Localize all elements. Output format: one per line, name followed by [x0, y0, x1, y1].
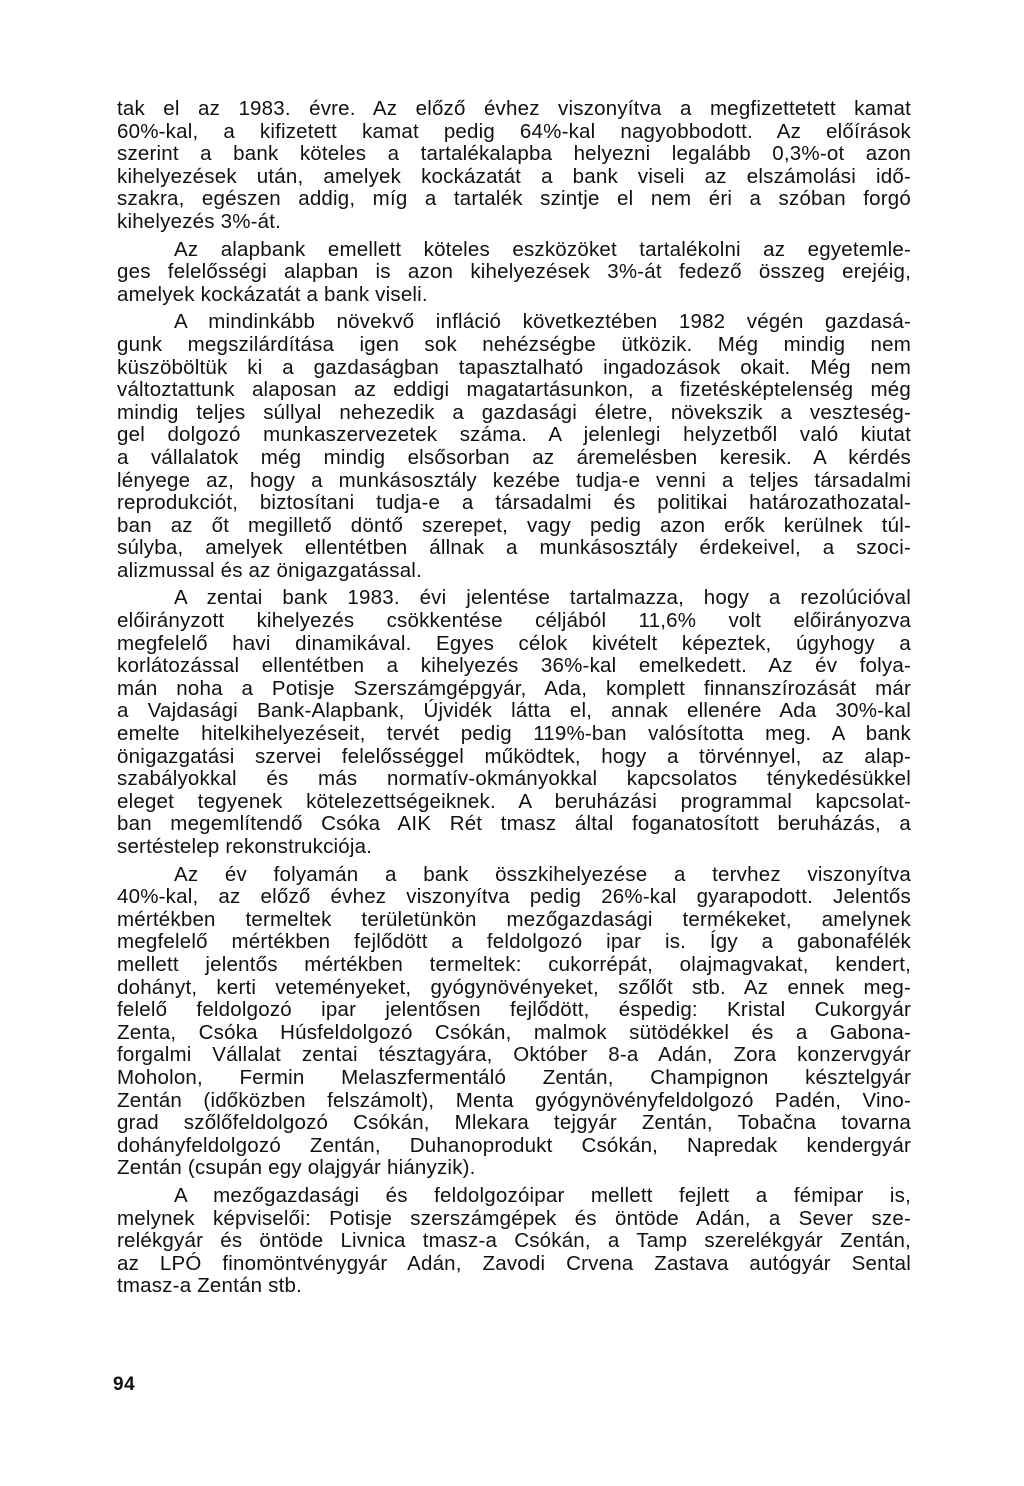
text-line: melynek képviselői: Potisje szerszámgépek és öntöde Adán, a Sever sze-: [117, 1206, 911, 1230]
text-line: ban az őt megillető döntő szerepet, vagy pedig azon erők kerülnek túl-: [117, 513, 911, 537]
paragraph-2: [117, 239, 911, 307]
text-line: A zentai bank 1983. évi jelentése tartalmazza, hogy a rezolúcióval: [174, 586, 911, 610]
text-line: változtattunk alaposan az eddigi magatartásunkon, a fizetésképtelenség még: [117, 378, 911, 402]
text-line: ban megemlítendő Csóka AIK Rét tmasz által foganatosított beruházás, a: [117, 812, 911, 836]
text-line: előirányzott kihelyezés csökkentése céljából 11,6% volt előirányozva: [117, 609, 911, 633]
text-line: mán noha a Potisje Szerszámgépgyár, Ada, komplett finnanszírozását már: [117, 676, 911, 700]
paragraph-3: [117, 311, 911, 582]
paragraph-5: [117, 864, 911, 1180]
text-line: lényege az, hogy a munkásosztály kezébe tudja-e venni a teljes társadalmi: [117, 468, 911, 492]
text-line: emelte hitelkihelyezéseit, tervét pedig 119%-ban valósította meg. A bank: [117, 722, 911, 746]
text-line: Zentán (csupán egy olajgyár hiányzik).: [117, 1156, 476, 1180]
text-line: szakra, egészen addig, míg a tartalék szintje el nem éri a szóban forgó: [117, 187, 911, 211]
text-line: mellett jelentős mértékben termeltek: cukorrépát, olajmagvakat, kendert,: [117, 952, 911, 976]
text-line: súlyba, amelyek ellentétben állnak a munkásosztály érdekeivel, a szoci-: [117, 536, 911, 560]
text-line: sertéstelep rekonstrukciója.: [117, 835, 373, 858]
text-line: a Vajdasági Bank-Alapbank, Újvidék látta el, annak ellenére Ada 30%-kal: [117, 699, 911, 723]
text-line: szerint a bank köteles a tartalékalapba helyezni legalább 0,3%-ot azon: [117, 142, 911, 166]
text-line: ges felelősségi alapban is azon kihelyezések 3%-át fedező összeg erejéig,: [117, 260, 911, 284]
text-line: dohányt, kerti veteményeket, gyógynövényeket, szőlőt stb. Az ennek meg-: [117, 975, 911, 999]
text-line: megfelelő mértékben fejlődött a feldolgozó ipar is. Így a gabonafélék: [117, 930, 911, 954]
text-line: eleget tegyenek kötelezettségeiknek. A beruházási programmal kapcsolat-: [117, 789, 911, 813]
text-line: Moholon, Fermin Melaszfermentáló Zentán, Champignon késztelgyár: [117, 1065, 911, 1089]
paragraph-1: [117, 98, 911, 234]
text-line: mértékben termeltek területünkön mezőgazdasági termékeket, amelynek: [117, 907, 911, 931]
text-line: tak el az 1983. évre. Az előző évhez viszonyítva a megfizettetett kamat: [117, 97, 911, 120]
text-line: Az év folyamán a bank összkihelyezése a tervhez viszonyítva: [174, 862, 911, 886]
text-line: amelyek kockázatát a bank viseli.: [117, 282, 428, 306]
text-line: kihelyezések után, amelyek kockázatát a bank viseli az elszámolási idő-: [117, 164, 911, 188]
text-line: gel dolgozó munkaszervezetek száma. A jelenlegi helyzetből való kiutat: [117, 423, 911, 447]
paragraph-6: [117, 1185, 911, 1298]
text-line: grad szőlőfeldolgozó Csókán, Mlekara tejgyár Zentán, Tobačna tovarna: [117, 1111, 911, 1135]
text-line: Zenta, Csóka Húsfeldolgozó Csókán, malmok sütödékkel és a Gabona-: [117, 1020, 911, 1044]
text-line: A mindinkább növekvő infláció következtében 1982 végén gazdasá-: [174, 310, 911, 334]
text-line: 60%-kal, a kifizetett kamat pedig 64%-kal nagyobbodott. Az előírások: [117, 119, 911, 143]
text-line: alizmussal és az önigazgatással.: [117, 558, 422, 582]
text-line: Az alapbank emellett köteles eszközöket tartalékolni az egyetemle-: [174, 237, 911, 261]
text-line: mindig teljes súllyal nehezedik a gazdasági életre, növekszik a veszteség-: [117, 400, 911, 424]
text-line: megfelelő havi dinamikával. Egyes célok kivételt képeztek, úgyhogy a: [117, 631, 911, 655]
text-line: A mezőgazdasági és feldolgozóipar mellett fejlett a fémipar is,: [174, 1183, 911, 1207]
text-line: relékgyár és öntöde Livnica tmasz-a Csókán, a Tamp szerelékgyár Zentán,: [117, 1229, 911, 1253]
page-number: 94: [113, 1374, 136, 1395]
text-line: tmasz-a Zentán stb.: [117, 1274, 302, 1298]
text-line: önigazgatási szervei felelősséggel működtek, hogy a törvénnyel, az alap-: [117, 744, 911, 768]
text-line: a vállalatok még mindig elsősorban az áremelésben keresik. A kérdés: [117, 445, 911, 469]
text-line: forgalmi Vállalat zentai tésztagyára, Október 8-a Adán, Zora konzervgyár: [117, 1043, 911, 1067]
body-text: [117, 98, 911, 1303]
text-line: küszöböltük ki a gazdaságban tapasztalható ingadozások okait. Még nem: [117, 355, 911, 379]
text-line: gunk megszilárdítása igen sok nehézségbe ütközik. Még mindig nem: [117, 332, 911, 356]
text-line: 40%-kal, az előző évhez viszonyítva pedig 26%-kal gyarapodott. Jelentős: [117, 885, 911, 909]
text-line: reprodukciót, biztosítani tudja-e a társadalmi és politikai határozathozatal-: [117, 491, 911, 515]
text-line: az LPÓ finomöntvénygyár Adán, Zavodi Crvena Zastava autógyár Sental: [117, 1251, 911, 1275]
text-line: Zentán (időközben felszámolt), Menta gyógynövényfeldolgozó Padén, Vino-: [117, 1088, 911, 1112]
text-line: korlátozással ellentétben a kihelyezés 36%-kal emelkedett. Az év folya-: [117, 654, 911, 678]
text-line: dohányfeldolgozó Zentán, Duhanoprodukt Csókán, Napredak kendergyár: [117, 1133, 911, 1157]
text-line: felelő feldolgozó ipar jelentősen fejlődött, éspedig: Kristal Cukorgyár: [117, 998, 911, 1022]
text-line: kihelyezés 3%-át.: [117, 209, 282, 233]
paragraph-4: [117, 587, 911, 858]
text-line: szabályokkal és más normatív-okmányokkal kapcsolatos ténykedésükkel: [117, 767, 911, 791]
